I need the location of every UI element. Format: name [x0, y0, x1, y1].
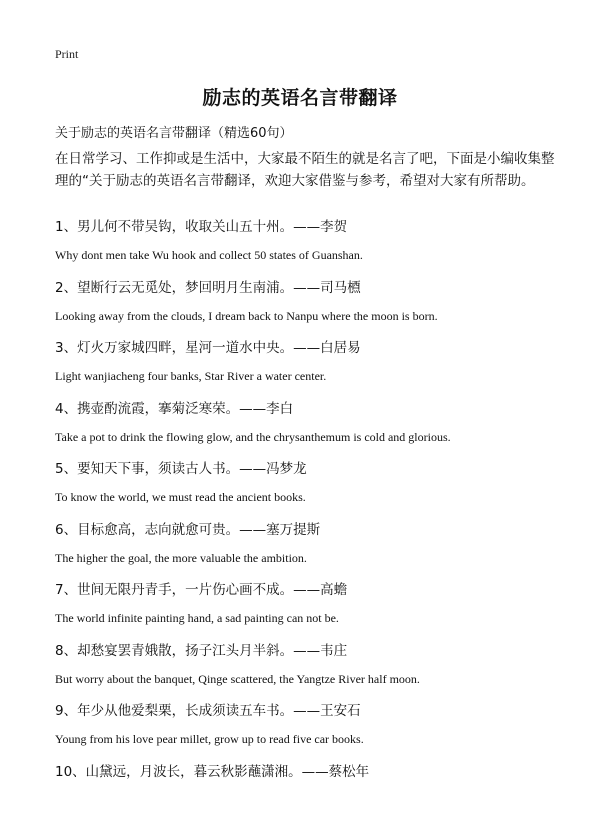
- quote-english: The higher the goal, the more valuable the ambition.: [55, 550, 307, 565]
- quote-english: But worry about the banquet, Qinge scattered, the Yangtze River half moon.: [55, 671, 420, 686]
- quote-chinese: 2、望断行云无觅处，梦回明月生南浦。——司马槱: [55, 279, 361, 296]
- quote-item-3: [55, 336, 565, 397]
- print-label: Print: [55, 47, 79, 61]
- quote-english: Take a pot to drink the flowing glow, and the chrysanthemum is cold and glorious.: [55, 429, 451, 444]
- quote-item-9: [55, 699, 565, 760]
- quote-chinese: 8、却愁宴罢青娥散，扬子江头月半斜。——韦庄: [55, 642, 348, 659]
- quote-item-5: [55, 457, 565, 518]
- quote-item-2: [55, 276, 565, 337]
- quote-item-10: [55, 760, 565, 821]
- quote-item-1: [55, 215, 565, 276]
- document-title: 励志的英语名言带翻译: [202, 87, 398, 109]
- quote-item-8: [55, 639, 565, 700]
- quote-english: To know the world, we must read the ancient books.: [55, 490, 306, 504]
- quote-chinese: 9、年少从他爱梨栗，长成须读五车书。——王安石: [55, 703, 361, 719]
- quote-chinese: 6、目标愈高，志向就愈可贵。——塞万提斯: [55, 521, 321, 538]
- quote-item-4: [55, 397, 565, 458]
- quote-chinese: 10、山黛远，月波长，暮云秋影蘸潇湘。——蔡松年: [55, 763, 370, 780]
- quote-english: Why dont men take Wu hook and collect 50 states of Guanshan.: [55, 248, 363, 262]
- quote-chinese: 4、携壶酌流霞，搴菊泛寒荣。——李白: [55, 400, 294, 417]
- quote-english: Young from his love pear millet, grow up to read five car books.: [55, 732, 364, 746]
- quote-english: The world infinite painting hand, a sad painting can not be.: [55, 611, 339, 625]
- intro-paragraph: 在日常学习、工作抑或是生活中，大家最不陌生的就是名言了吧，下面是小编收集整理的“关于励志的英语名言带翻译，欢迎大家借鉴与参考，希望对大家有所帮助。: [55, 151, 555, 189]
- quote-chinese: 1、男儿何不带吴钩，收取关山五十州。——李贺: [55, 219, 348, 235]
- quote-chinese: 7、世间无限丹青手，一片伤心画不成。——高蟾: [55, 582, 348, 598]
- quote-chinese: 5、要知天下事，须读古人书。——冯梦龙: [55, 461, 307, 477]
- quote-english: Looking away from the clouds, I dream back to Nanpu where the moon is born.: [55, 308, 438, 323]
- quote-chinese: 3、灯火万家城四畔，星河一道水中央。——白居易: [55, 340, 361, 356]
- quote-item-6: [55, 518, 565, 579]
- document-subtitle: 关于励志的英语名言带翻译（精选60句）: [55, 126, 293, 141]
- quote-item-7: [55, 578, 565, 639]
- quote-english: Light wanjiacheng four banks, Star River a water center.: [55, 369, 327, 383]
- quote-list: [55, 215, 565, 820]
